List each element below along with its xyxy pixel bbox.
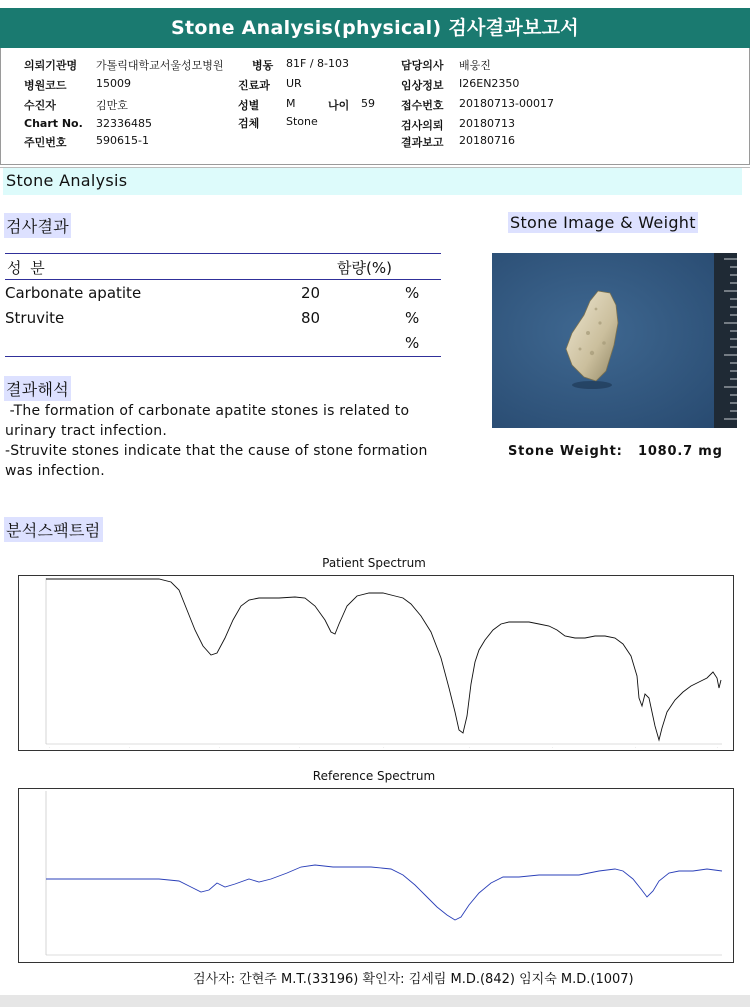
report-title: Stone Analysis(physical) 검사결과보고서 bbox=[0, 8, 750, 48]
request-date-value: 20180713 bbox=[459, 117, 515, 130]
table-row-name: Carbonate apatite bbox=[5, 284, 142, 302]
table-row-unit: % bbox=[405, 284, 420, 302]
table-row-value: 20 bbox=[301, 284, 321, 302]
svg-text:.: . bbox=[49, 745, 50, 749]
patient-info-panel bbox=[0, 48, 750, 165]
svg-text:.: . bbox=[552, 745, 553, 749]
clinical-info-label: 임상정보 bbox=[401, 79, 444, 92]
report-date-value: 20180716 bbox=[459, 134, 515, 147]
ward-label: 병동 bbox=[252, 59, 274, 72]
sex-value: M bbox=[286, 97, 296, 110]
specimen-label: 검체 bbox=[238, 117, 260, 130]
interpretation-line: -The formation of carbonate apatite stones is related to urinary tract infection. bbox=[5, 403, 414, 439]
stone-weight-label: Stone Weight: bbox=[508, 444, 623, 459]
requester-value: 가톨릭대학교서울성모병원 bbox=[96, 59, 224, 72]
interpretation-line: -Struvite stones indicate that the cause of stone formation was infection. bbox=[5, 443, 428, 479]
table-row-name: Struvite bbox=[5, 309, 65, 327]
specimen-value: Stone bbox=[286, 115, 318, 128]
table-row-value: 80 bbox=[301, 309, 321, 327]
stone-heading: Stone Image & Weight bbox=[510, 213, 696, 232]
dept-value: UR bbox=[286, 77, 302, 90]
section-bar: Stone Analysis bbox=[3, 168, 742, 195]
interpretation-heading: 결과해석 bbox=[4, 376, 71, 401]
svg-text:.: . bbox=[299, 745, 300, 749]
stone-photo bbox=[492, 253, 737, 428]
col-component: 성 분 bbox=[7, 259, 47, 277]
report-date-label: 결과보고 bbox=[401, 136, 444, 149]
table-top-rule bbox=[5, 253, 441, 254]
clinical-info-value: I26EN2350 bbox=[459, 77, 520, 90]
resident-no-label: 주민번호 bbox=[24, 136, 67, 149]
svg-text:.: . bbox=[717, 745, 718, 749]
patient-spectrum-chart bbox=[18, 575, 734, 751]
requester-label: 의뢰기관명 bbox=[24, 59, 78, 72]
age-label: 나이 bbox=[328, 99, 350, 112]
results-heading: 검사결과 bbox=[4, 213, 71, 238]
table-bottom-rule bbox=[5, 356, 441, 357]
reference-spectrum-chart bbox=[18, 788, 734, 963]
svg-text:.: . bbox=[383, 745, 384, 749]
receipt-number-label: 접수번호 bbox=[401, 99, 444, 112]
svg-text:.: . bbox=[469, 745, 470, 749]
table-row-unit: % bbox=[405, 334, 420, 352]
request-date-label: 검사의뢰 bbox=[401, 119, 444, 132]
age-value: 59 bbox=[361, 97, 375, 110]
chart-no-label: Chart No. bbox=[24, 117, 83, 130]
receipt-number-value: 20180713-00017 bbox=[459, 97, 554, 110]
ward-value: 81F / 8-103 bbox=[286, 57, 349, 70]
chart-no-value: 32336485 bbox=[96, 117, 152, 130]
spectrum-heading: 분석스팩트럼 bbox=[4, 517, 103, 542]
table-header-rule bbox=[5, 279, 441, 280]
patient-value: 김만호 bbox=[96, 99, 128, 112]
patient-spectrum-title: Patient Spectrum bbox=[322, 556, 426, 570]
svg-text:.: . bbox=[635, 745, 636, 749]
bottom-bar bbox=[0, 995, 750, 1007]
stone-weight-value: 1080.7 mg bbox=[637, 444, 723, 459]
dept-label: 진료과 bbox=[238, 79, 270, 92]
signature-line: 검사자: 간현주 M.T.(33196) 확인자: 김세림 M.D.(842) 임지숙 M.D.(1007) bbox=[193, 972, 634, 987]
svg-text:.: . bbox=[129, 745, 130, 749]
reference-spectrum-title: Reference Spectrum bbox=[312, 769, 436, 783]
hospital-code-label: 병원코드 bbox=[24, 79, 67, 92]
patient-label: 수진자 bbox=[24, 99, 56, 112]
svg-text:.: . bbox=[219, 745, 220, 749]
hospital-code-value: 15009 bbox=[96, 77, 131, 90]
stone-weight bbox=[508, 444, 723, 459]
resident-no-value: 590615-1 bbox=[96, 134, 149, 147]
sex-label: 성별 bbox=[238, 99, 260, 112]
table-row-unit: % bbox=[405, 309, 420, 327]
interpretation-text bbox=[5, 401, 455, 481]
doctor-value: 배웅진 bbox=[459, 59, 491, 72]
col-amount: 함량(%) bbox=[337, 259, 392, 277]
doctor-label: 담당의사 bbox=[401, 59, 444, 72]
